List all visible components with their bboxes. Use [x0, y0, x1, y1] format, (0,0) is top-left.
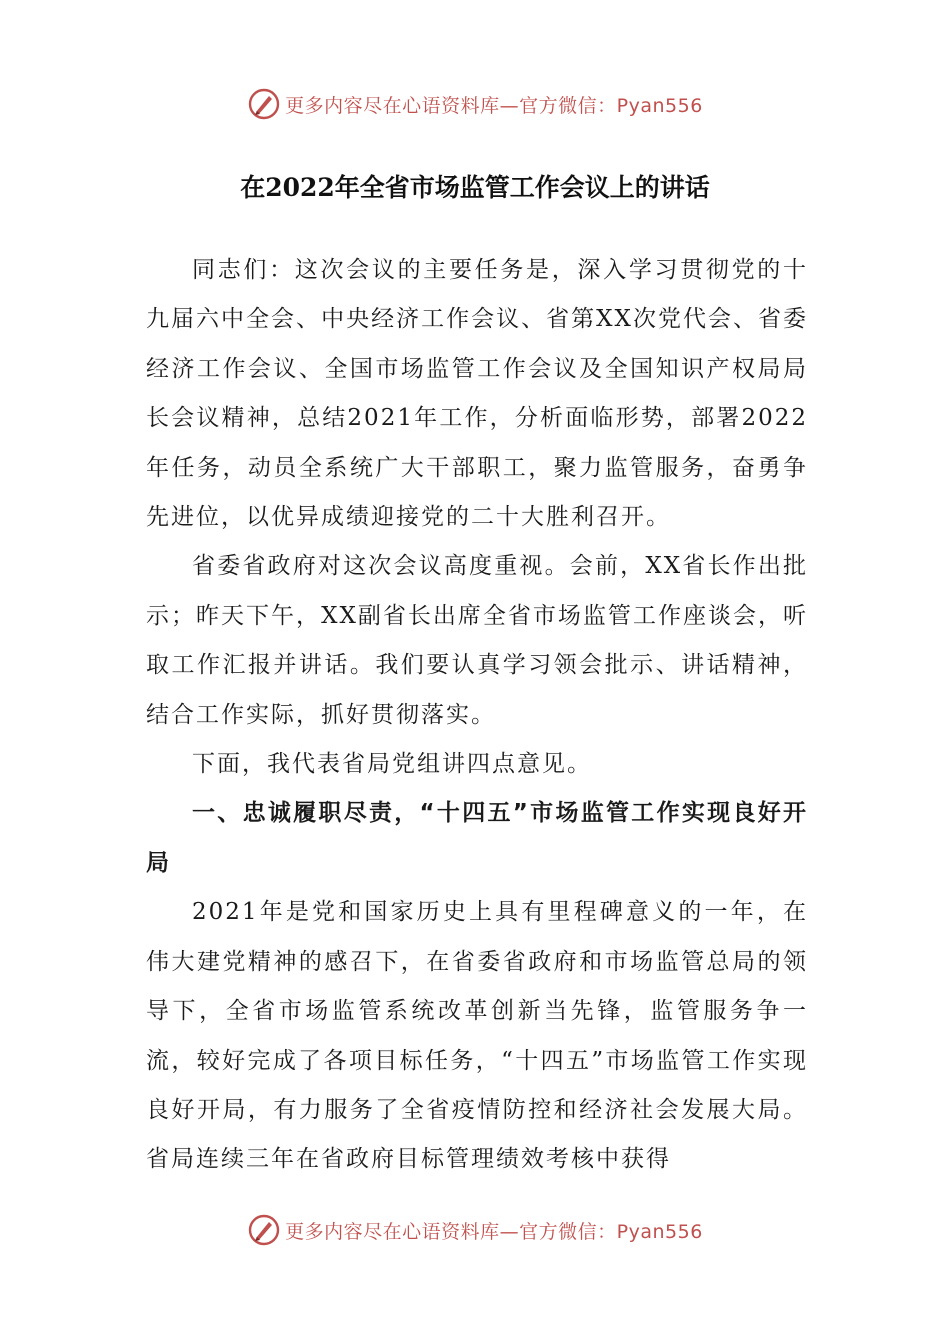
watermark-text: 更多内容尽在心语资料库—官方微信：Pyan556	[285, 94, 703, 117]
footer-watermark-banner	[0, 1206, 950, 1254]
paragraph-4: 2021年是党和国家历史上具有里程碑意义的一年，在伟大建党精神的感召下，在省委省政府和市场监管总局的领导下，全省市场监管系统改革创新当先锋，监管服务争一流，较好完成了各项目标任务，“十四五”市场监管工作实现良好开局，有力服务了全省疫情防控和经济社会发展大局。省局连续三年在省政府目标管理绩效考核中获得	[146, 899, 808, 1173]
section-heading-1: 一、忠诚履职尽责，“十四五”市场监管工作实现良好开局	[146, 800, 808, 876]
watermark-text: 更多内容尽在心语资料库—官方微信：Pyan556	[285, 1220, 703, 1243]
pen-circle-logo-icon	[247, 1213, 281, 1247]
paragraph-3: 下面，我代表省局党组讲四点意见。	[192, 751, 592, 778]
document-title: 在2022年全省市场监管工作会议上的讲话	[240, 173, 710, 202]
paragraph-1: 同志们：这次会议的主要任务是，深入学习贯彻党的十九届六中全会、中央经济工作会议、省第XX次党代会、省委经济工作会议、全国市场监管工作会议及全国知识产权局局长会议精神，总结2021年工作，分析面临形势，部署2022年任务，动员全系统广大干部职工，聚力监管服务，奋勇争先进位，以优异成绩迎接党的二十大胜利召开。	[146, 257, 808, 531]
header-watermark-banner	[0, 80, 950, 128]
document-body	[146, 246, 808, 1185]
pen-circle-logo-icon	[247, 87, 281, 121]
paragraph-2: 省委省政府对这次会议高度重视。会前，XX省长作出批示；昨天下午，XX副省长出席全省市场监管工作座谈会，听取工作汇报并讲话。我们要认真学习领会批示、讲话精神，结合工作实际，抓好贯彻落实。	[146, 553, 808, 728]
